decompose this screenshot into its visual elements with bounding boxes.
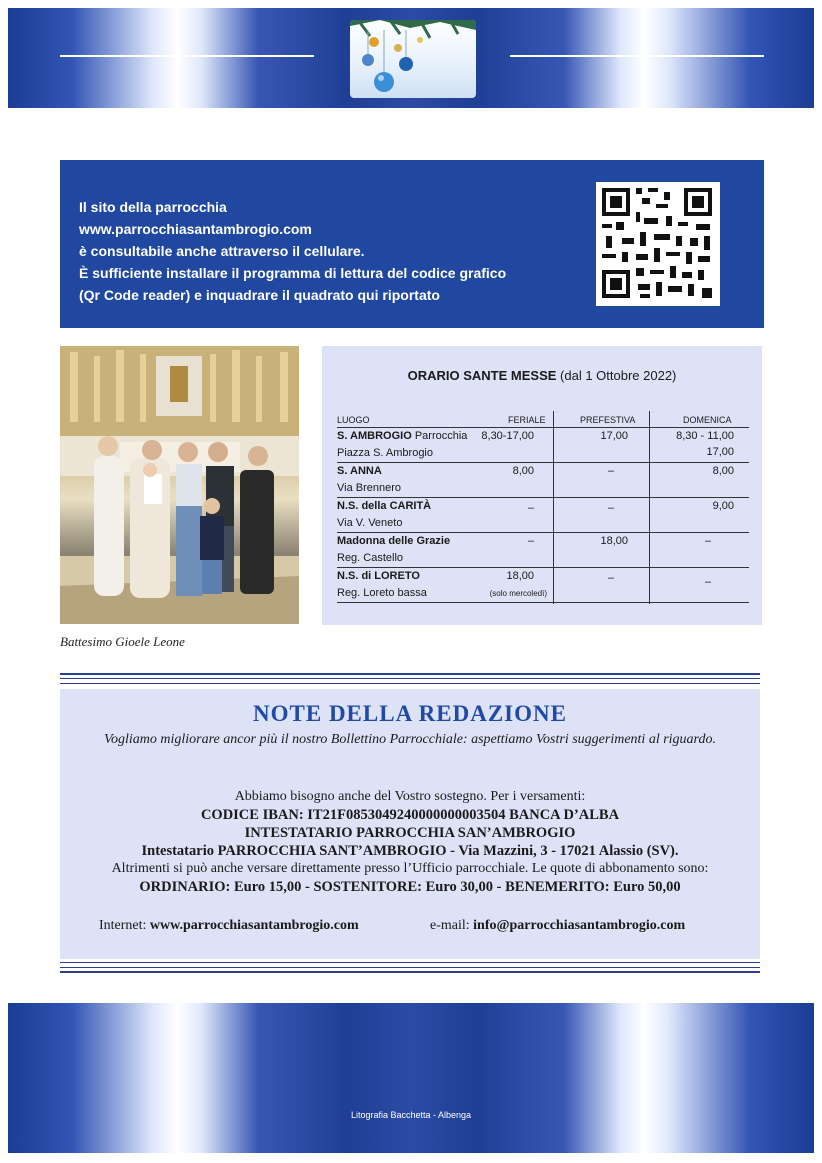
notes-top-rule [60,673,760,675]
church-place: Via V. Veneto [337,517,403,529]
qr-code[interactable] [596,182,720,306]
domenica-time: – [704,576,711,588]
notes-title: NOTE DELLA REDAZIONE [253,701,567,726]
prefestiva-time: – [607,465,614,477]
schedule-header-row [337,411,749,428]
bottom-banner [8,1003,814,1153]
header-domenica: DOMENICA [683,415,732,425]
schedule-row [337,498,749,533]
feriale-time: 8,30-17,00 [481,430,534,442]
email-contact: e-mail: info@parrocchiasantambrogio.com [430,918,686,933]
account-holder-line: INTESTATARIO PARROCCHIA SAN’AMBROGIO [244,825,576,841]
column-divider [649,411,650,604]
mass-schedule [322,346,762,625]
church-name: S. AMBROGIO [337,430,412,442]
printer-credit: Litografia Bacchetta - Albenga [350,1110,472,1120]
website-info-box [60,160,764,328]
prefestiva-time: – [607,502,614,514]
notes-body [60,788,760,896]
feriale-time: 18,00 [506,570,534,582]
info-website-line[interactable]: www.parrocchiasantambrogio.com [79,221,312,237]
email-link[interactable]: info@parrocchiasantambrogio.com [473,918,686,933]
schedule-title: ORARIO SANTE MESSE (dal 1 Ottobre 2022) [407,368,677,383]
feriale-time: 8,00 [512,465,534,477]
header-luogo: LUOGO [337,415,370,425]
domenica-time: 8,30 - 11,00 [676,430,734,442]
info-line: Il sito della parrocchia [79,199,227,215]
notes-bottom-rule-thin [60,962,760,963]
church-name: N.S. della CARITÀ [337,500,432,512]
church-place: Reg. Castello [337,552,404,564]
photo-caption: Battesimo Gioele Leone [60,634,185,649]
feriale-time: – [527,535,534,547]
banner-line-right [510,55,764,57]
christmas-ornament-image [350,20,476,98]
notes-top-rule-thin [60,678,760,679]
banner-line-left [60,55,314,57]
website-link[interactable]: www.parrocchiasantambrogio.com [149,918,359,933]
prefestiva-time: 17,00 [600,430,628,442]
notes-bottom-rule [60,971,760,973]
info-line: (Qr Code reader) e inquadrare il quadrato qui riportato [79,287,440,303]
iban-line: CODICE IBAN: IT21F0853049240000000003504 BANCA D’ALBA [200,807,620,823]
church-place: Via Brennero [337,482,402,494]
notes-subtitle: Vogliamo migliorare ancor più il nostro Bollettino Parrocchiale: aspettiamo Vostri suggerimenti al riguardo. [104,732,716,747]
header-feriale: FERIALE [508,415,546,425]
church-name: N.S. di LORETO [337,570,420,582]
subscription-info-line: Altrimenti si può anche versare direttamente presso l’Ufficio parrocchiale. Le quote di abbonamento sono: [111,861,709,876]
church-name: S. ANNA [337,465,382,477]
top-banner [8,8,814,108]
address-line: Intestatario PARROCCHIA SANT’AMBROGIO - Via Mazzini, 3 - 17021 Alassio (SV). [141,843,679,859]
support-line: Abbiamo bisogno anche del Vostro sostegno. Per i versamenti: [234,789,586,804]
domenica-time: – [704,535,711,547]
feriale-time: – [527,502,534,514]
schedule-row [337,568,749,603]
domenica-time-2: 17,00 [706,446,734,458]
info-line: È sufficiente installare il programma di lettura del codice grafico [79,265,507,281]
church-place: Reg. Loreto bassa [337,587,427,599]
editorial-notes [60,689,760,959]
info-line: è consultabile anche attraverso il cellulare. [79,243,365,259]
baptism-photo [60,346,299,624]
subscription-rates-line: ORDINARIO: Euro 15,00 - SOSTENITORE: Euro 30,00 - BENEMERITO: Euro 50,00 [139,879,681,895]
schedule-table [337,411,749,603]
prefestiva-time: 18,00 [600,535,628,547]
domenica-time: 9,00 [712,500,734,512]
feriale-note: (solo mercoledì) [489,589,547,598]
schedule-row [337,463,749,498]
notes-bottom-rule-thin [60,967,760,968]
church-place: Piazza S. Ambrogio [337,447,433,459]
schedule-row: S. AMBROGIO Parrocchia Piazza S. Ambrogio 8,30-17,00 17,00 8,30 - 11,00 17,00 [337,428,749,463]
schedule-row [337,533,749,568]
column-divider [553,411,554,604]
domenica-time: 8,00 [712,465,734,477]
prefestiva-time: – [607,572,614,584]
website-info-text [79,196,506,306]
church-name: Madonna delle Grazie [337,535,451,547]
header-prefestiva: PREFESTIVA [580,415,636,425]
notes-top-rule-thin [60,683,760,684]
internet-contact: Internet: www.parrocchiasantambrogio.com [99,918,359,933]
